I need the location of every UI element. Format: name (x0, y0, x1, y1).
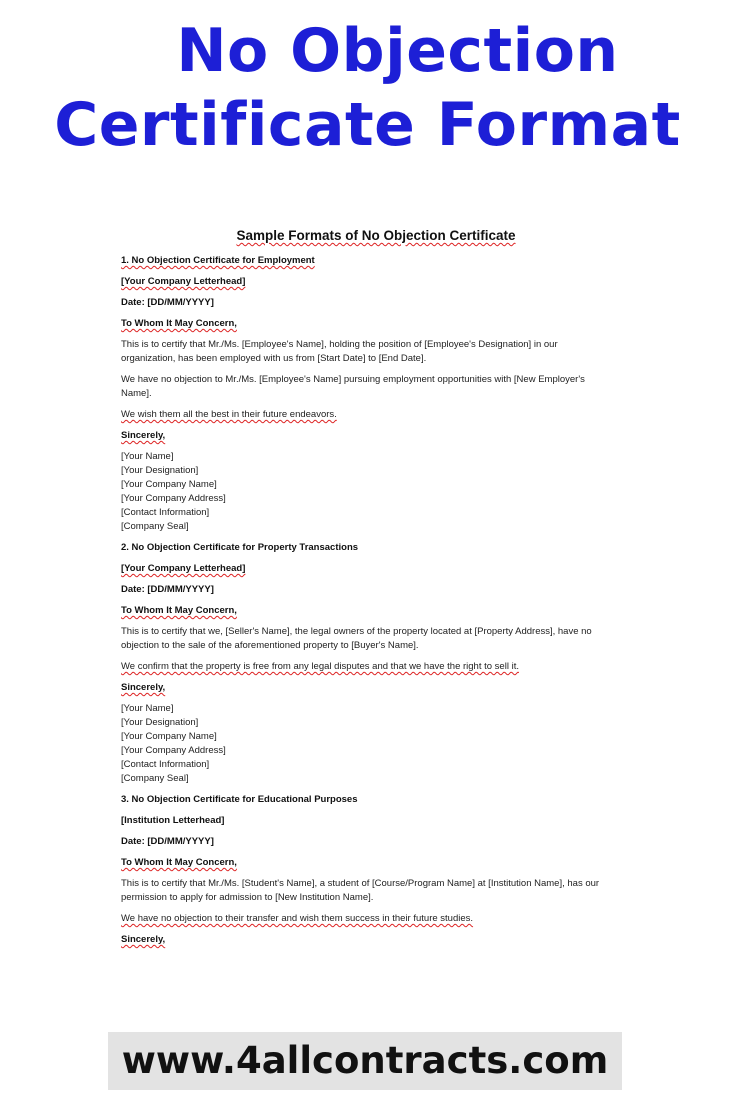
page-title (0, 14, 735, 162)
signature-block (121, 450, 601, 534)
body-paragraph: This is to certify that Mr./Ms. [Employee's Name], holding the position of [Employee's Designation] in our organization, has been employed with us from [Start Date] to [End Date]. (121, 339, 558, 364)
body-paragraph: We confirm that the property is free from any legal disputes and that we have the right to sell it. (121, 661, 519, 672)
signature-line: [Your Designation] (121, 717, 199, 728)
section-heading: 1. No Objection Certificate for Employment (121, 255, 315, 266)
section-heading: 3. No Objection Certificate for Educational Purposes (121, 794, 358, 805)
closing: Sincerely, (121, 934, 166, 945)
signature-line: [Contact Information] (121, 507, 210, 518)
salutation: To Whom It May Concern, (121, 857, 237, 868)
date-line: Date: [DD/MM/YYYY] (121, 297, 214, 308)
salutation: To Whom It May Concern, (121, 318, 237, 329)
signature-line: [Contact Information] (121, 759, 210, 770)
body-paragraph: We have no objection to Mr./Ms. [Employee's Name] pursuing employment opportunities with [New Employer's Name]. (121, 374, 585, 399)
section-heading: 2. No Objection Certificate for Property Transactions (121, 542, 359, 553)
website-url: www.4allcontracts.com (121, 1039, 609, 1082)
letterhead: [Institution Letterhead] (121, 815, 225, 826)
signature-line: [Company Seal] (121, 521, 189, 532)
signature-line: [Your Company Address] (121, 493, 226, 504)
signature-line: [Your Designation] (121, 465, 199, 476)
title-line-2: Certificate Format (54, 90, 681, 160)
signature-block (121, 702, 601, 786)
signature-line: [Your Name] (121, 451, 174, 462)
document-title: Sample Formats of No Objection Certificate (236, 228, 516, 243)
body-paragraph: This is to certify that Mr./Ms. [Student's Name], a student of [Course/Program Name] at [Institution Name], has our permission to apply for admission to [New Institution Name]. (121, 878, 600, 903)
website-banner (108, 1032, 622, 1090)
body-paragraph: We have no objection to their transfer and wish them success in their future studies. (121, 913, 474, 924)
date-line: Date: [DD/MM/YYYY] (121, 584, 214, 595)
title-line-1: No Objection (176, 16, 619, 86)
document-preview (121, 226, 601, 954)
salutation: To Whom It May Concern, (121, 605, 237, 616)
closing: Sincerely, (121, 430, 166, 441)
signature-line: [Your Company Address] (121, 745, 226, 756)
body-paragraph: This is to certify that we, [Seller's Name], the legal owners of the property located at [Property Address], have no objection to the sale of the aforementioned property to [Buyer's Name]. (121, 626, 592, 651)
body-paragraph: We wish them all the best in their future endeavors. (121, 409, 337, 420)
signature-line: [Your Name] (121, 703, 174, 714)
signature-line: [Company Seal] (121, 773, 189, 784)
signature-line: [Your Company Name] (121, 479, 217, 490)
date-line: Date: [DD/MM/YYYY] (121, 836, 214, 847)
letterhead: [Your Company Letterhead] (121, 276, 246, 287)
signature-line: [Your Company Name] (121, 731, 217, 742)
letterhead: [Your Company Letterhead] (121, 563, 246, 574)
closing: Sincerely, (121, 682, 166, 693)
